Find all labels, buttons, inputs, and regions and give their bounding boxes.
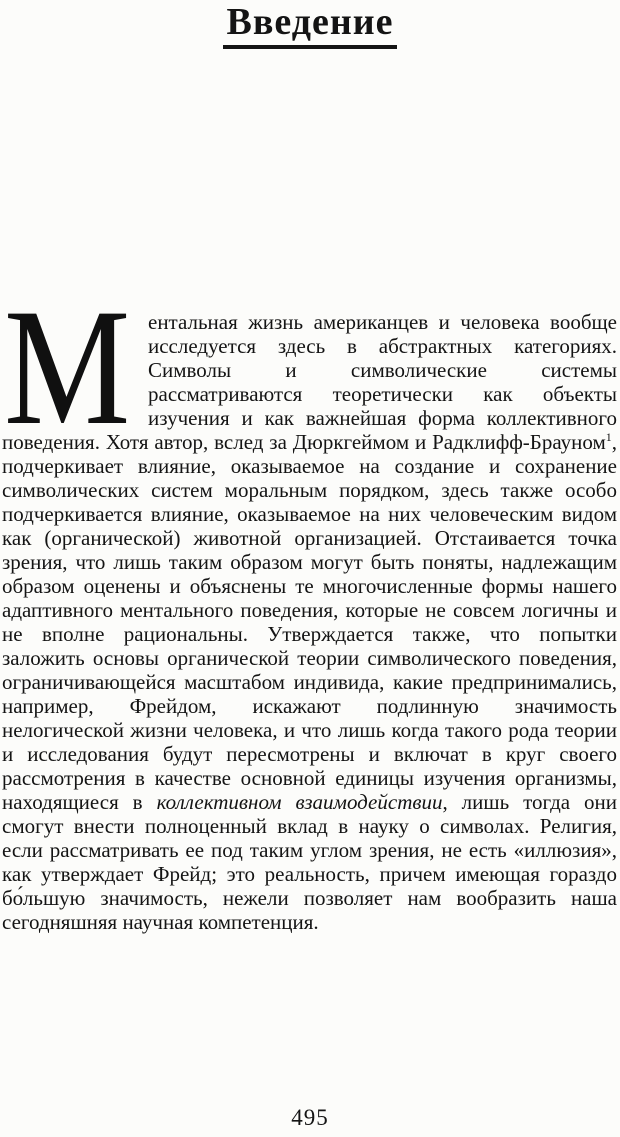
dropcap-box bbox=[2, 274, 148, 460]
paragraph-segment-normal: , лишь тогда они смогут внести полноценный вклад в науку о символах. Религия, если рассматривать ее под таким углом зрения, не есть «иллюзия», как утверждает Фрейд; это реальность, причем имеющая гораздо бо́льшую значимость, нежели позволяет нам вообразить наша сегодняшняя научная компетенция. bbox=[2, 789, 618, 934]
paragraph-segment-normal: ентальная жизнь американцев и человека вообще исследуется здесь в абстрактных категориях. Символы и символические системы рассматриваются теоретически как объекты изучения и как важнейшая форма коллективного поведения. Хотя автор, вслед за Дюркгеймом и Радклифф-Брауном bbox=[2, 309, 617, 454]
paragraph-segment-normal: , подчеркивает влияние, оказываемое на создание и сохранение символических систем моральным порядком, здесь также особо подчеркивается влияние, оказываемое на них человеческим видом как (органической) животной организацией. Отстаивается точка зрения, что лишь таким образом могут быть поняты, надлежащим образом оценены и объяснены те многочисленные формы нашего адаптивного ментального поведения, которые не совсем логичны и не вполне рациональны. Утверждается также, что попытки заложить основы органической теории символического поведения, ограничивающейся масштабом индивида, какие предпринимались, например, Фрейдом, искажают подлинную значимость нелогической жизни человека, и что лишь когда такого рода теории и исследования будут пересмотрены и включат в круг своего рассмотрения в качестве основной единицы изучения организмы, находящиеся в bbox=[2, 429, 617, 814]
dropcap-letter: М bbox=[4, 274, 131, 460]
page-title bbox=[0, 0, 620, 49]
paragraph-segment-superscript: 1 bbox=[605, 429, 612, 444]
page-number: 495 bbox=[291, 1105, 329, 1130]
page-title-text: Введение bbox=[223, 3, 398, 49]
paragraph-segment-italic: коллективном взаимодействии bbox=[156, 789, 443, 814]
paragraph bbox=[0, 274, 620, 934]
